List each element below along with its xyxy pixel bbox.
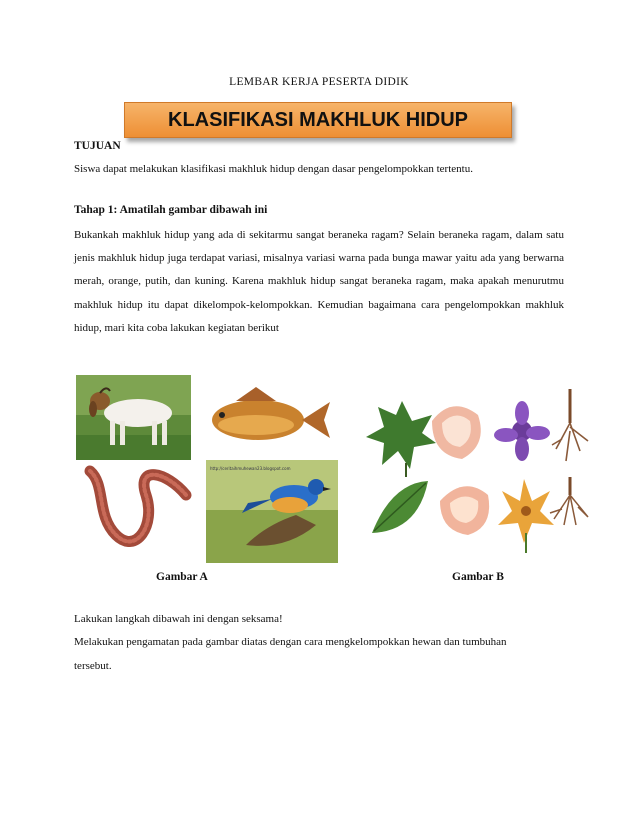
instruction-line-1: Lakukan langkah dibawah ini dengan seksama! (74, 613, 283, 625)
instruction-line-2: Melakukan pengamatan pada gambar diatas dengan cara mengkelompokkan hewan dan tumbuhan tersebut. (74, 636, 507, 672)
worksheet-header: LEMBAR KERJA PESERTA DIDIK (229, 76, 409, 88)
gambar-a-image (76, 375, 338, 563)
title-banner (124, 102, 512, 138)
watermark-text: http://ceritaihmuhewan23.blogspot.com (210, 466, 291, 471)
tujuan-text: Siswa dapat melakukan klasifikasi makhluk hidup dengan dasar pengelompokkan tertentu. (74, 163, 473, 175)
gambar-b-caption: Gambar B (452, 571, 504, 583)
tujuan-heading: TUJUAN (74, 140, 121, 152)
gambar-a-caption: Gambar A (156, 571, 208, 583)
banner-title: KLASIFIKASI MAKHLUK HIDUP (168, 109, 468, 131)
tahap-text: Bukankah makhluk hidup yang ada di sekitarmu sangat beraneka ragam? Selain beraneka ragam, dalam satu jenis makhluk hidup juga terdapat variasi, misalnya variasi warna pada bunga mawar yaitu ada yang berwarna merah, orange, putih, dan kuning. Karena makhluk hidup sangat beraneka ragam, maka apakah menurutmu makhluk hidup itu dapat dikelompok-kelompokkan. Kemudian bagaimana cara pengelompokkan makhluk hidup, mari kita coba lakukan kegiatan berikut (74, 229, 564, 334)
gambar-b-image (362, 383, 594, 563)
tahap-heading: Tahap 1: Amatilah gambar dibawah ini (74, 204, 268, 216)
